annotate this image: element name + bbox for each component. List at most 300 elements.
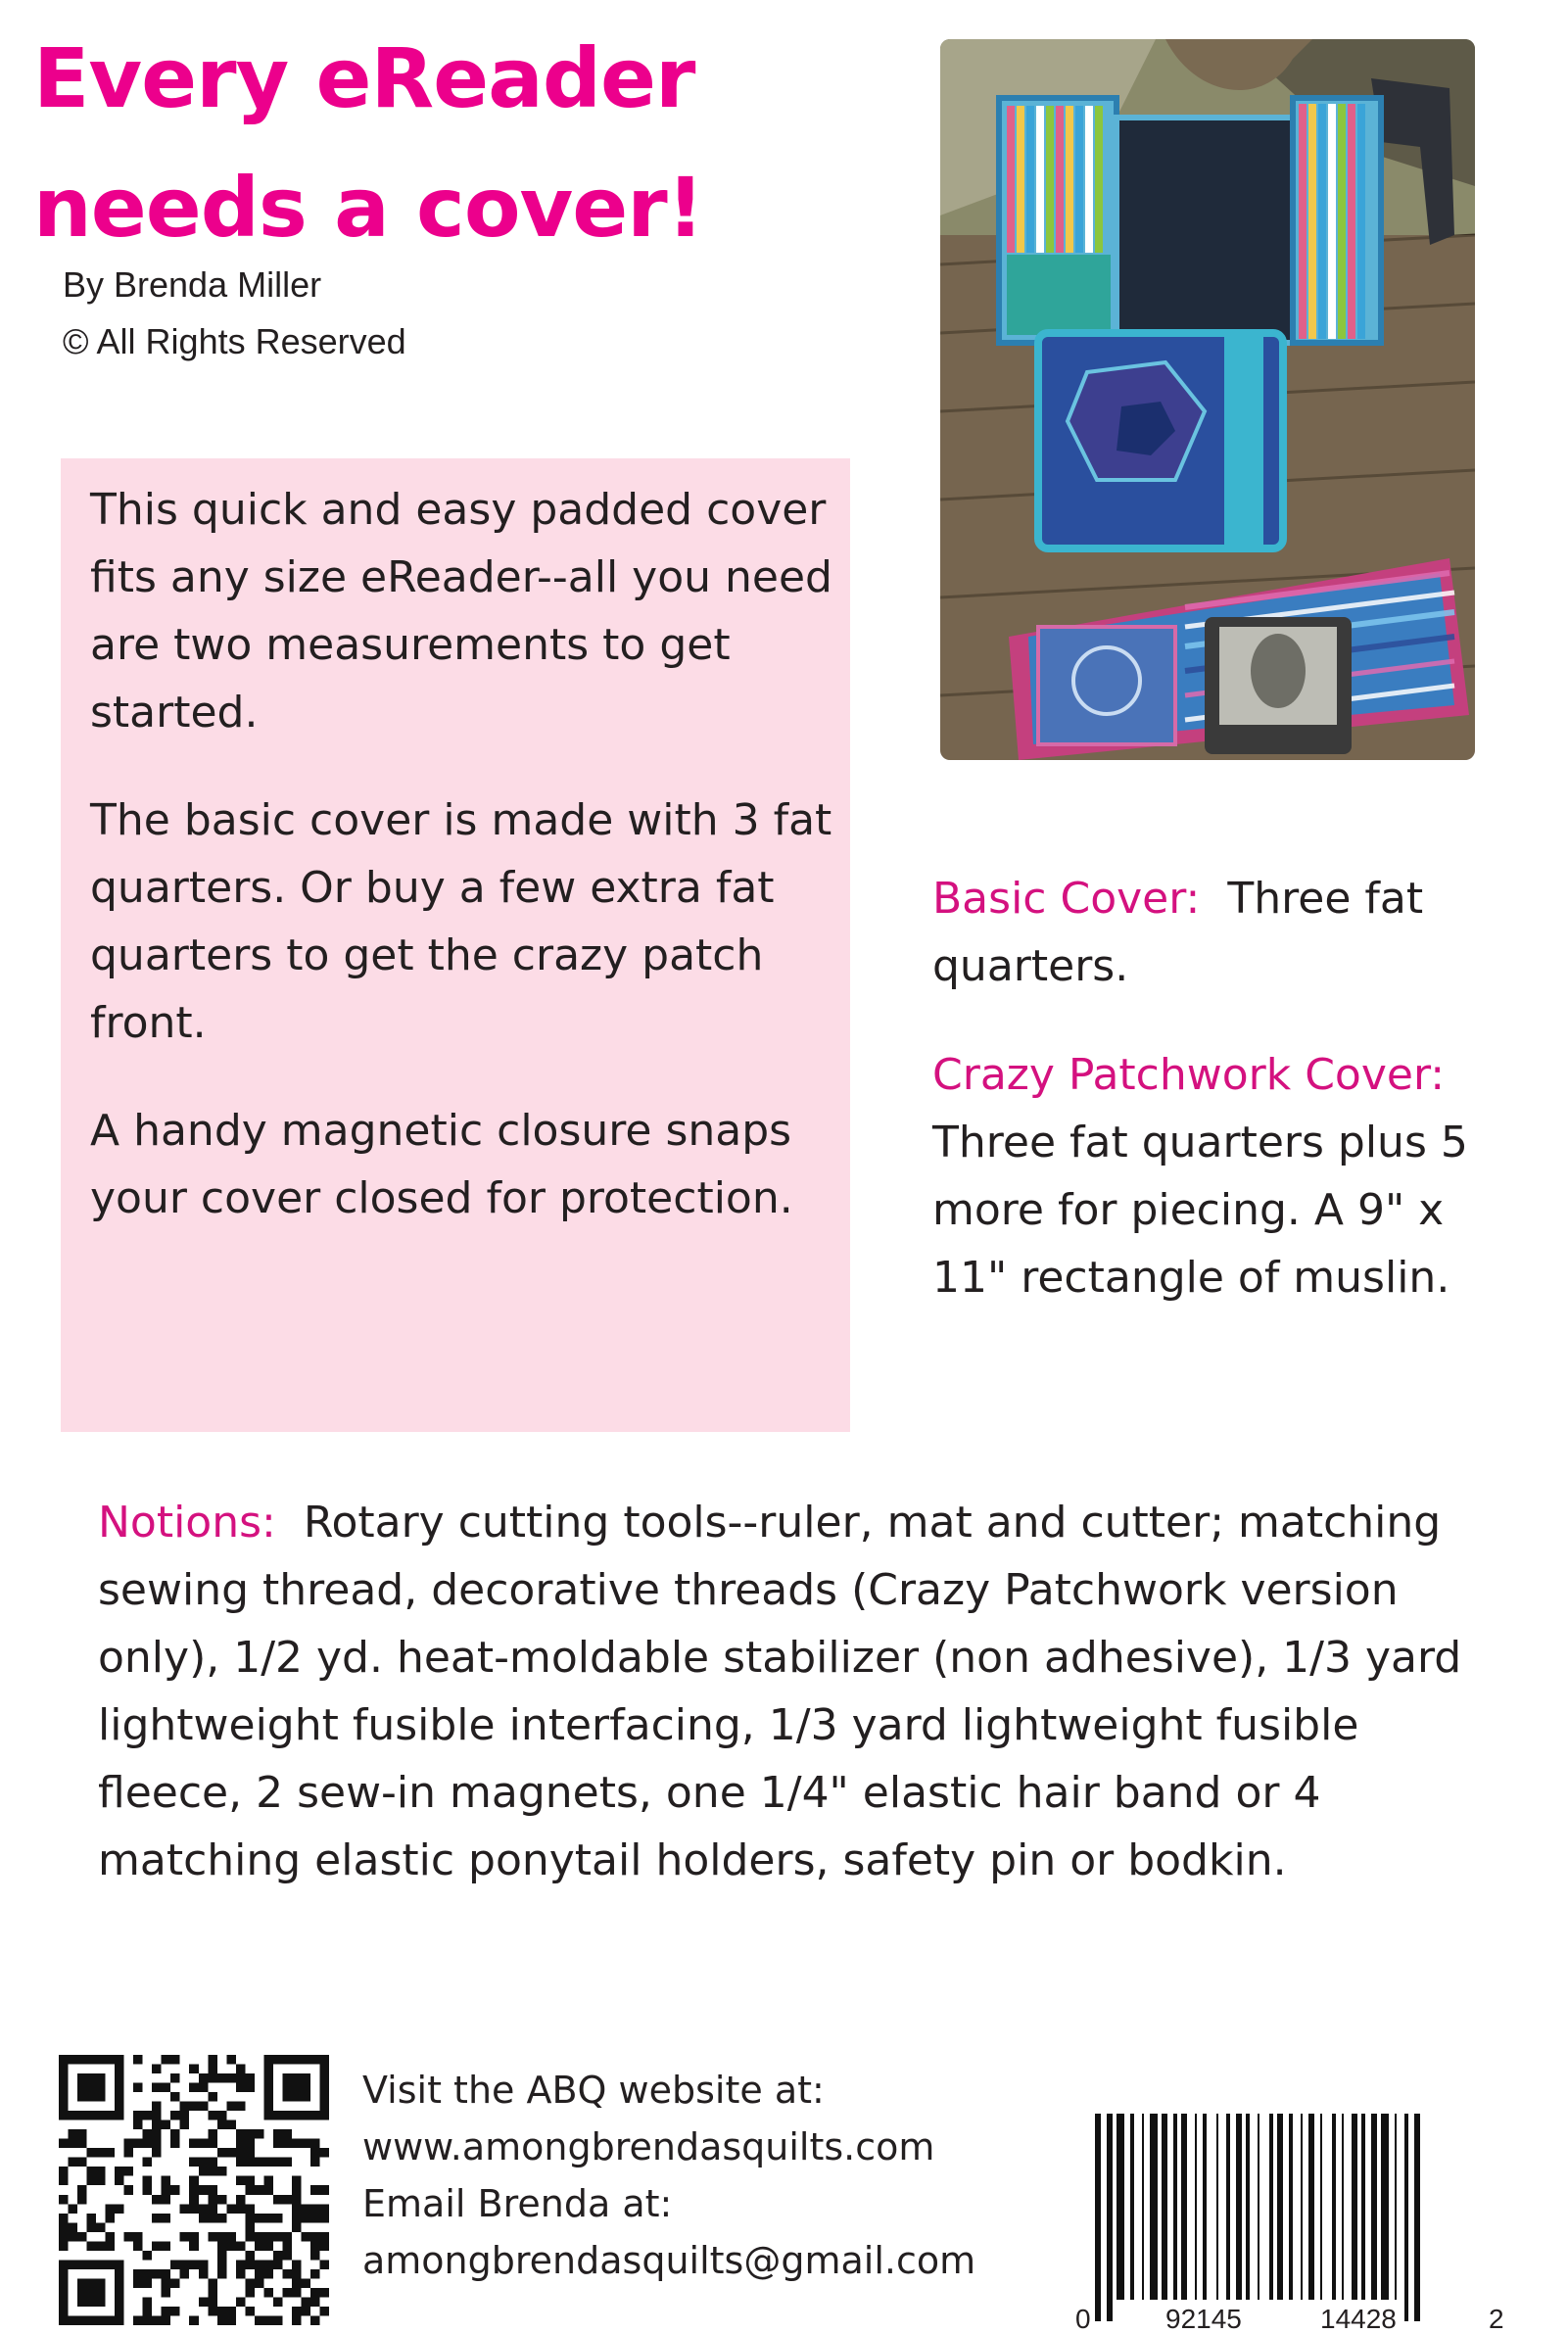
qr-module: [106, 2315, 116, 2325]
qr-module: [106, 2232, 116, 2242]
barcode-bar: [1216, 2114, 1218, 2300]
qr-module: [273, 2315, 283, 2325]
qr-module: [282, 2073, 292, 2083]
qr-module: [301, 2083, 310, 2093]
qr-module: [87, 2288, 97, 2298]
qr-module: [319, 2092, 329, 2102]
notions-label: Notions:: [98, 1498, 276, 1548]
qr-module: [170, 2073, 180, 2083]
qr-module: [69, 2111, 78, 2120]
qr-module: [87, 2241, 97, 2251]
qr-module: [199, 2167, 209, 2176]
qr-module: [292, 2260, 302, 2269]
qr-module: [208, 2073, 217, 2083]
qr-module: [236, 2102, 246, 2112]
qr-module: [143, 2129, 153, 2139]
qr-module: [143, 2269, 153, 2279]
qr-module: [245, 2232, 255, 2242]
qr-module: [236, 2083, 246, 2093]
qr-module: [226, 2241, 236, 2251]
qr-module: [189, 2185, 199, 2195]
qr-module: [208, 2195, 217, 2205]
qr-module: [263, 2102, 273, 2112]
email-intro: Email Brenda at:: [362, 2182, 673, 2225]
qr-module: [59, 2260, 69, 2269]
qr-module: [133, 2241, 143, 2251]
barcode-bar: [1236, 2114, 1242, 2300]
barcode-bar: [1162, 2114, 1167, 2300]
qr-module: [77, 2111, 87, 2120]
email-link[interactable]: amongbrendasquilts@gmail.com: [362, 2239, 976, 2282]
barcode-group-1: 92145: [1165, 2304, 1242, 2334]
qr-module: [255, 2260, 264, 2269]
qr-module: [236, 2158, 246, 2167]
barcode-bar: [1150, 2114, 1158, 2300]
qr-module: [217, 2167, 227, 2176]
qr-module: [87, 2222, 97, 2232]
qr-module: [301, 2073, 310, 2083]
qr-module: [115, 2102, 124, 2112]
qr-module: [263, 2073, 273, 2083]
qr-module: [263, 2260, 273, 2269]
qr-module: [226, 2073, 236, 2083]
qr-module: [319, 2232, 329, 2242]
qr-module: [115, 2260, 124, 2269]
qr-module: [199, 2297, 209, 2307]
qr-module: [301, 2111, 310, 2120]
qr-module: [59, 2307, 69, 2316]
qr-module: [115, 2055, 124, 2065]
crazy-cover-text: Three fat quarters plus 5 more for piecing. A 9" x 11" rectangle of muslin.: [932, 1118, 1468, 1303]
qr-module: [292, 2176, 302, 2186]
qr-module: [162, 2195, 171, 2205]
qr-module: [273, 2232, 283, 2242]
qr-module: [310, 2111, 320, 2120]
qr-module: [189, 2241, 199, 2251]
qr-module: [59, 2278, 69, 2288]
qr-module: [189, 2083, 199, 2093]
qr-module: [255, 2129, 264, 2139]
description-box: [61, 458, 850, 1432]
qr-module: [263, 2269, 273, 2279]
ereader-covers-illustration: [940, 39, 1475, 760]
qr-module: [115, 2307, 124, 2316]
qr-module: [59, 2111, 69, 2120]
qr-module: [255, 2232, 264, 2242]
barcode-digit-last: 2: [1489, 2304, 1504, 2334]
qr-code[interactable]: [59, 2055, 329, 2325]
qr-module: [96, 2260, 106, 2269]
qr-module: [152, 2148, 162, 2158]
website-link[interactable]: www.amongbrendasquilts.com: [362, 2125, 935, 2168]
qr-module: [282, 2083, 292, 2093]
basic-cover-requirement: [932, 865, 1510, 1000]
crazy-cover-requirement: [932, 1041, 1510, 1311]
qr-module: [170, 2307, 180, 2316]
qr-module: [133, 2269, 143, 2279]
qr-module: [143, 2297, 153, 2307]
crazy-cover-label: Crazy Patchwork Cover:: [932, 1050, 1446, 1100]
qr-module: [236, 2195, 246, 2205]
qr-module: [226, 2120, 236, 2130]
qr-module: [236, 2241, 246, 2251]
qr-module: [59, 2269, 69, 2279]
qr-module: [208, 2288, 217, 2298]
qr-module: [106, 2055, 116, 2065]
qr-module: [263, 2083, 273, 2093]
qr-module: [170, 2111, 180, 2120]
qr-module: [263, 2315, 273, 2325]
qr-module: [152, 2241, 162, 2251]
qr-module: [236, 2139, 246, 2149]
qr-module: [106, 2111, 116, 2120]
qr-module: [292, 2073, 302, 2083]
qr-module: [217, 2195, 227, 2205]
qr-module: [59, 2214, 69, 2223]
qr-module: [189, 2260, 199, 2269]
qr-module: [310, 2297, 320, 2307]
qr-module: [208, 2139, 217, 2149]
qr-module: [199, 2269, 209, 2279]
qr-module: [255, 2269, 264, 2279]
barcode-bar: [1258, 2114, 1259, 2300]
qr-module: [310, 2148, 320, 2158]
qr-module: [255, 2214, 264, 2223]
qr-module: [170, 2055, 180, 2065]
qr-module: [106, 2204, 116, 2214]
barcode-bar: [1289, 2114, 1293, 2300]
page-title: [33, 14, 876, 272]
qr-module: [96, 2111, 106, 2120]
qr-module: [217, 2232, 227, 2242]
qr-module: [292, 2222, 302, 2232]
qr-module: [87, 2214, 97, 2223]
qr-module: [59, 2102, 69, 2112]
qr-module: [245, 2307, 255, 2316]
qr-module: [292, 2214, 302, 2223]
qr-module: [115, 2297, 124, 2307]
qr-module: [236, 2204, 246, 2214]
qr-module: [69, 2232, 78, 2242]
qr-module: [124, 2167, 134, 2176]
qr-module: [292, 2307, 302, 2316]
barcode-bar: [1173, 2114, 1177, 2300]
qr-module: [77, 2297, 87, 2307]
qr-module: [226, 2315, 236, 2325]
qr-module: [245, 2222, 255, 2232]
qr-module: [310, 2185, 320, 2195]
barcode-bar: [1195, 2114, 1197, 2300]
qr-module: [282, 2269, 292, 2279]
qr-module: [273, 2158, 283, 2167]
qr-module: [152, 2083, 162, 2093]
qr-module: [152, 2139, 162, 2149]
qr-module: [236, 2269, 246, 2279]
barcode-bar: [1404, 2114, 1408, 2321]
qr-module: [310, 2214, 320, 2223]
qr-module: [96, 2176, 106, 2186]
qr-module: [301, 2278, 310, 2288]
qr-module: [170, 2129, 180, 2139]
qr-module: [319, 2288, 329, 2298]
basic-cover-label: Basic Cover:: [932, 874, 1201, 924]
qr-module: [292, 2269, 302, 2279]
qr-module: [245, 2214, 255, 2223]
qr-module: [208, 2204, 217, 2214]
qr-module: [115, 2176, 124, 2186]
qr-module: [106, 2148, 116, 2158]
qr-module: [143, 2251, 153, 2261]
qr-module: [226, 2232, 236, 2242]
qr-module: [236, 2073, 246, 2083]
website-intro: Visit the ABQ website at:: [362, 2069, 825, 2112]
qr-module: [236, 2176, 246, 2186]
qr-module: [77, 2073, 87, 2083]
barcode-bar: [1107, 2114, 1113, 2321]
qr-module: [245, 2288, 255, 2298]
qr-module: [292, 2315, 302, 2325]
qr-module: [273, 2251, 283, 2261]
qr-module: [115, 2278, 124, 2288]
qr-module: [96, 2167, 106, 2176]
qr-module: [208, 2129, 217, 2139]
qr-module: [282, 2241, 292, 2251]
qr-module: [69, 2129, 78, 2139]
qr-module: [115, 2288, 124, 2298]
qr-module: [301, 2214, 310, 2223]
qr-module: [199, 2102, 209, 2112]
qr-module: [263, 2185, 273, 2195]
qr-module: [162, 2278, 171, 2288]
qr-module: [263, 2158, 273, 2167]
qr-module: [59, 2195, 69, 2205]
qr-module: [255, 2185, 264, 2195]
qr-module: [310, 2241, 320, 2251]
qr-module: [292, 2204, 302, 2214]
qr-module: [319, 2102, 329, 2112]
barcode-bar: [1320, 2114, 1322, 2300]
qr-module: [143, 2315, 153, 2325]
qr-module: [87, 2055, 97, 2065]
qr-module: [77, 2158, 87, 2167]
upc-barcode: [1081, 2114, 1502, 2327]
qr-module: [143, 2111, 153, 2120]
qr-module: [87, 2148, 97, 2158]
qr-module: [199, 2083, 209, 2093]
qr-module: [162, 2315, 171, 2325]
qr-module: [263, 2288, 273, 2298]
qr-module: [263, 2092, 273, 2102]
qr-module: [310, 2232, 320, 2242]
qr-module: [273, 2195, 283, 2205]
qr-module: [189, 2176, 199, 2186]
qr-module: [96, 2055, 106, 2065]
qr-module: [208, 2185, 217, 2195]
qr-module: [208, 2065, 217, 2074]
qr-module: [245, 2129, 255, 2139]
qr-module: [77, 2260, 87, 2269]
qr-module: [162, 2083, 171, 2093]
qr-module: [189, 2204, 199, 2214]
qr-module: [282, 2251, 292, 2261]
qr-module: [199, 2214, 209, 2223]
basic-cover-text: Three fat quarters.: [932, 874, 1424, 991]
contact-block: [362, 2062, 975, 2289]
qr-module: [292, 2055, 302, 2065]
qr-module: [106, 2214, 116, 2223]
qr-module: [180, 2269, 190, 2279]
barcode-bar: [1308, 2114, 1314, 2300]
qr-module: [319, 2260, 329, 2269]
qr-module: [87, 2315, 97, 2325]
qr-module: [208, 2111, 217, 2120]
qr-module: [152, 2102, 162, 2112]
qr-module: [263, 2055, 273, 2065]
qr-module: [152, 2120, 162, 2130]
qr-module: [255, 2158, 264, 2167]
qr-module: [96, 2092, 106, 2102]
qr-module: [152, 2195, 162, 2205]
qr-module: [115, 2111, 124, 2120]
barcode-bar: [1414, 2114, 1420, 2321]
qr-module: [133, 2055, 143, 2065]
qr-module: [59, 2232, 69, 2242]
barcode-bar: [1381, 2114, 1389, 2300]
qr-module: [152, 2214, 162, 2223]
qr-module: [245, 2083, 255, 2093]
qr-module: [310, 2315, 320, 2325]
qr-module: [133, 2139, 143, 2149]
qr-module: [282, 2232, 292, 2242]
qr-module: [143, 2185, 153, 2195]
qr-module: [208, 2214, 217, 2223]
qr-module: [255, 2241, 264, 2251]
qr-module: [69, 2158, 78, 2167]
qr-module: [263, 2241, 273, 2251]
qr-module: [263, 2065, 273, 2074]
notions-paragraph: [98, 1489, 1508, 1894]
qr-module: [319, 2083, 329, 2093]
barcode-bar: [1332, 2114, 1336, 2300]
qr-module: [180, 2204, 190, 2214]
qr-module: [292, 2288, 302, 2298]
barcode-bar: [1246, 2114, 1250, 2300]
qr-module: [245, 2204, 255, 2214]
barcode-bar: [1226, 2114, 1230, 2300]
qr-module: [217, 2269, 227, 2279]
qr-module: [263, 2232, 273, 2242]
qr-module: [87, 2167, 97, 2176]
qr-module: [319, 2204, 329, 2214]
qr-module: [59, 2083, 69, 2093]
qr-module: [189, 2139, 199, 2149]
qr-module: [310, 2288, 320, 2298]
qr-module: [236, 2065, 246, 2074]
qr-module: [199, 2073, 209, 2083]
qr-module: [143, 2307, 153, 2316]
qr-module: [124, 2232, 134, 2242]
qr-module: [59, 2139, 69, 2149]
qr-module: [69, 2260, 78, 2269]
qr-module: [292, 2092, 302, 2102]
qr-module: [96, 2148, 106, 2158]
qr-module: [208, 2092, 217, 2102]
qr-module: [282, 2139, 292, 2149]
qr-module: [87, 2278, 97, 2288]
qr-module: [208, 2055, 217, 2065]
qr-module: [69, 2222, 78, 2232]
qr-module: [162, 2120, 171, 2130]
qr-module: [319, 2073, 329, 2083]
qr-module: [162, 2185, 171, 2195]
qr-module: [133, 2120, 143, 2130]
qr-module: [133, 2315, 143, 2325]
qr-module: [152, 2315, 162, 2325]
qr-module: [115, 2083, 124, 2093]
barcode-bar: [1301, 2114, 1303, 2300]
qr-module: [69, 2055, 78, 2065]
qr-module: [273, 2055, 283, 2065]
barcode-bar: [1269, 2114, 1273, 2300]
qr-module: [162, 2269, 171, 2279]
qr-module: [59, 2073, 69, 2083]
qr-module: [282, 2111, 292, 2120]
qr-module: [301, 2297, 310, 2307]
qr-module: [180, 2111, 190, 2120]
qr-module: [310, 2251, 320, 2261]
qr-module: [282, 2288, 292, 2298]
barcode-bar: [1142, 2114, 1144, 2300]
qr-module: [301, 2139, 310, 2149]
qr-module: [115, 2269, 124, 2279]
qr-module: [87, 2297, 97, 2307]
qr-module: [319, 2307, 329, 2316]
qr-module: [77, 2185, 87, 2195]
qr-module: [59, 2176, 69, 2186]
qr-module: [87, 2260, 97, 2269]
author-byline: By Brenda Miller: [63, 264, 322, 305]
qr-module: [59, 2241, 69, 2251]
qr-module: [301, 2092, 310, 2102]
qr-module: [245, 2139, 255, 2149]
qr-module: [217, 2073, 227, 2083]
qr-module: [77, 2139, 87, 2149]
qr-module: [292, 2139, 302, 2149]
qr-module: [143, 2176, 153, 2186]
qr-module: [217, 2111, 227, 2120]
barcode-bar: [1371, 2114, 1377, 2300]
qr-module: [124, 2139, 134, 2149]
qr-module: [115, 2315, 124, 2325]
qr-module: [59, 2065, 69, 2074]
qr-module: [301, 2307, 310, 2316]
qr-module: [282, 2158, 292, 2167]
qr-module: [170, 2092, 180, 2102]
barcode-bar: [1361, 2114, 1365, 2300]
qr-module: [96, 2297, 106, 2307]
qr-module: [170, 2260, 180, 2269]
qr-module: [208, 2297, 217, 2307]
qr-module: [59, 2297, 69, 2307]
barcode-group-2: 14428: [1320, 2304, 1397, 2334]
qr-module: [162, 2307, 171, 2316]
qr-module: [152, 2065, 162, 2074]
qr-code-graphic: [59, 2055, 329, 2325]
qr-module: [217, 2120, 227, 2130]
qr-module: [292, 2083, 302, 2093]
qr-module: [189, 2102, 199, 2112]
qr-module: [162, 2241, 171, 2251]
